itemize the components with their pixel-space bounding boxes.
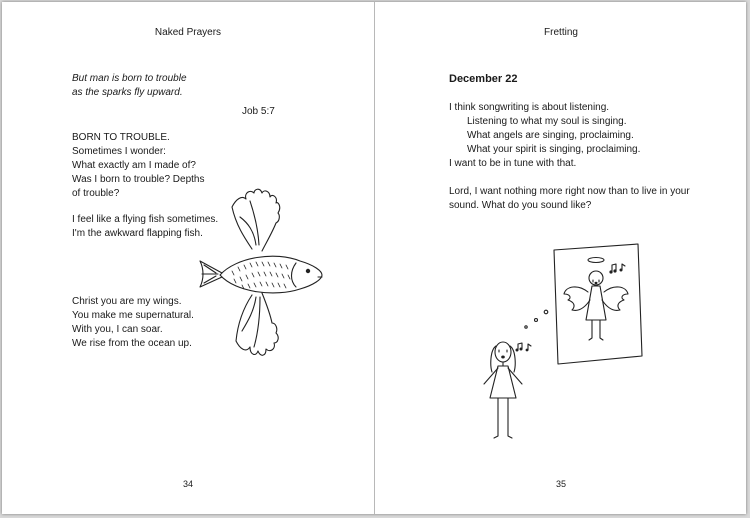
book-spread: [2, 2, 746, 514]
stanza3-line-4: We rise from the ocean up.: [72, 338, 192, 349]
scripture-citation: Job 5:7: [242, 106, 275, 117]
right-page: [376, 2, 746, 514]
stanza3-line-1: Christ you are my wings.: [72, 296, 182, 307]
epigraph-line-1: But man is born to trouble: [72, 73, 187, 84]
stanza1-line-3: What exactly am I made of?: [72, 160, 196, 171]
stanza2-line-1: I feel like a flying fish sometimes.: [72, 214, 219, 225]
stanza2-line-2: I'm the awkward flapping fish.: [72, 228, 203, 239]
paragraph1-line-3: What angels are singing, proclaiming.: [467, 130, 634, 141]
date-heading: December 22: [449, 73, 518, 85]
stanza1-line-5: of trouble?: [72, 188, 120, 199]
paragraph2-line-2: sound. What do you sound like?: [449, 200, 592, 211]
stanza3-line-3: With you, I can soar.: [72, 324, 163, 335]
paragraph2-line-1: Lord, I want nothing more right now than to live in your: [449, 186, 690, 197]
left-running-head: Naked Prayers: [154, 27, 222, 38]
paragraph1-line-2: Listening to what my soul is singing.: [467, 116, 627, 127]
right-page-number: 35: [555, 479, 566, 489]
stanza1-line-1: BORN TO TROUBLE.: [72, 132, 170, 143]
epigraph-line-2: as the sparks fly upward.: [72, 87, 183, 98]
paragraph1-line-5: I want to be in tune with that.: [449, 158, 577, 169]
paragraph1-line-1: I think songwriting is about listening.: [449, 102, 610, 113]
stanza1-line-2: Sometimes I wonder:: [72, 146, 166, 157]
singing-girl-illustration: [462, 240, 652, 450]
left-page: [2, 2, 374, 514]
flying-fish-illustration: [192, 187, 332, 367]
stanza3-line-2: You make me supernatural.: [72, 310, 194, 321]
right-running-head: Fretting: [544, 27, 578, 38]
gutter: [374, 2, 375, 514]
stanza1-line-4: Was I born to trouble? Depths: [72, 174, 205, 185]
paragraph1-line-4: What your spirit is singing, proclaiming.: [467, 144, 641, 155]
left-page-number: 34: [182, 479, 193, 489]
